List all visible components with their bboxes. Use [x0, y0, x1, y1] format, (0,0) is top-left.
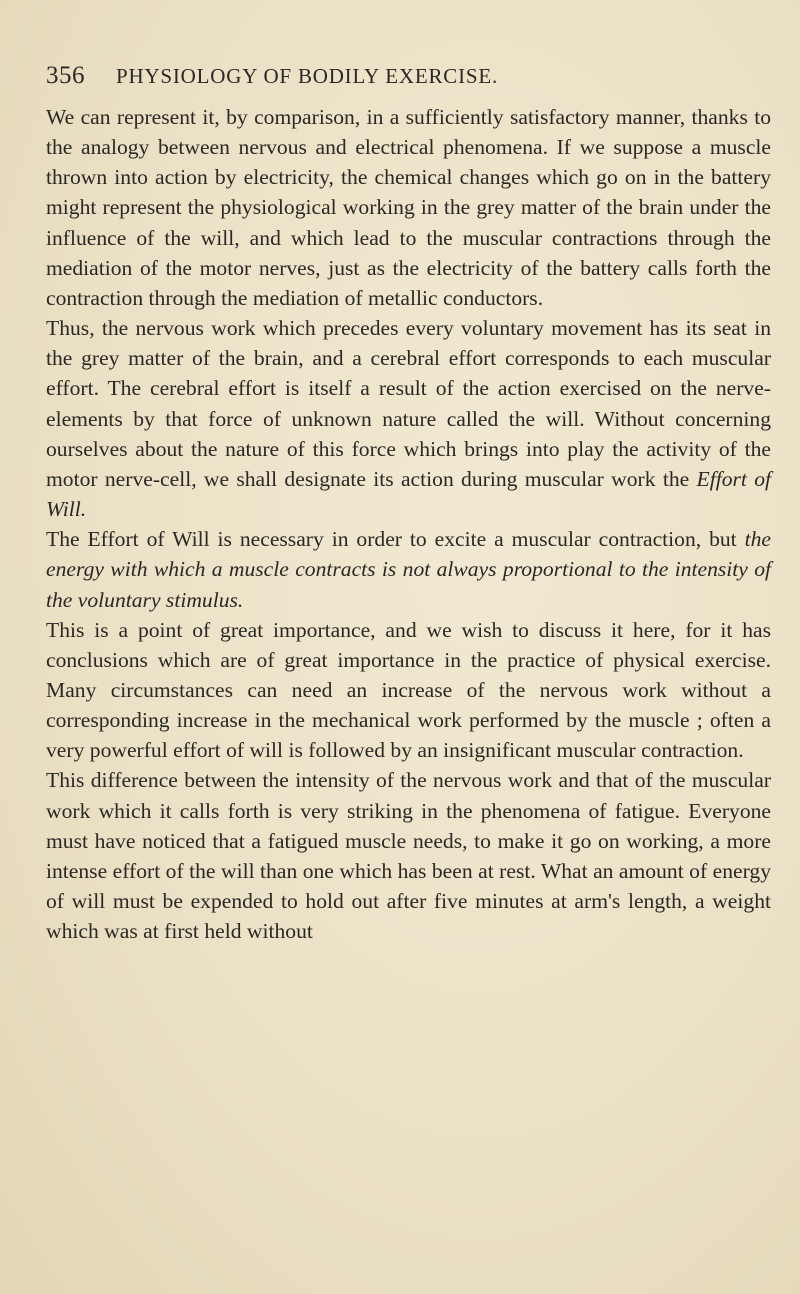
book-page: [46, 62, 771, 946]
paragraph: [46, 313, 771, 524]
paragraph: [46, 615, 771, 766]
paragraph-text: We can represent it, by comparison, in a sufficiently satisfactory manner, thanks to the analogy between nervous and electrical phenomena. If we suppose a muscle thrown into action by electricity, the chemical changes which go on in the battery might represent the physiological working in the grey matter of the brain under the influence of the will, and which lead to the muscular contractions through the mediation of the motor nerves, just as the electricity of the battery calls forth the contraction through the mediation of metallic conductors.: [46, 105, 771, 310]
paragraph: [46, 524, 771, 614]
paragraph: [46, 765, 771, 946]
paragraph-text: This difference between the intensity of the nervous work and that of the muscular work which it calls forth is very striking in the phenomena of fatigue. Everyone must have noticed that a fatigued muscle needs, to make it go on working, a more intense effort of the will than one which has been at rest. What an amount of energy of will must be expended to hold out after five minutes at arm's length, a weight which was at first held without: [46, 768, 771, 944]
running-head: [46, 62, 771, 102]
paragraph-text: This is a point of great importance, and we wish to discuss it here, for it has conclusions which are of great importance in the practice of physical exercise. Many circumstances can need an increase of the nervous work without a corresponding increase in the mechanical work performed by the muscle ; often a very powerful effort of will is followed by an insignificant muscular contraction.: [46, 617, 771, 763]
paragraph-text: Thus, the nervous work which precedes every voluntary movement has its seat in the grey matter of the brain, and a cerebral effort corresponds to each muscular effort. The cerebral effort is itself a result of the action exercised on the nerve-elements by that force of unknown nature called the will. Without concerning ourselves about the nature of this force which brings into play the activity of the motor nerve-cell, we shall designate its action during muscular work the: [46, 316, 771, 491]
body-text: [46, 102, 771, 946]
italic-emphasis: the energy with which a muscle contracts is not always proportional to the intensity of the voluntary stimulus.: [46, 527, 771, 612]
paragraph-text: The Effort of Will is necessary in order to excite a muscular contraction, but: [46, 527, 745, 552]
paragraph: [46, 102, 771, 313]
italic-term: Effort of Will.: [46, 466, 771, 522]
page-number: 356: [46, 62, 85, 89]
running-head-title: PHYSIOLOGY OF BODILY EXERCISE.: [116, 64, 499, 88]
